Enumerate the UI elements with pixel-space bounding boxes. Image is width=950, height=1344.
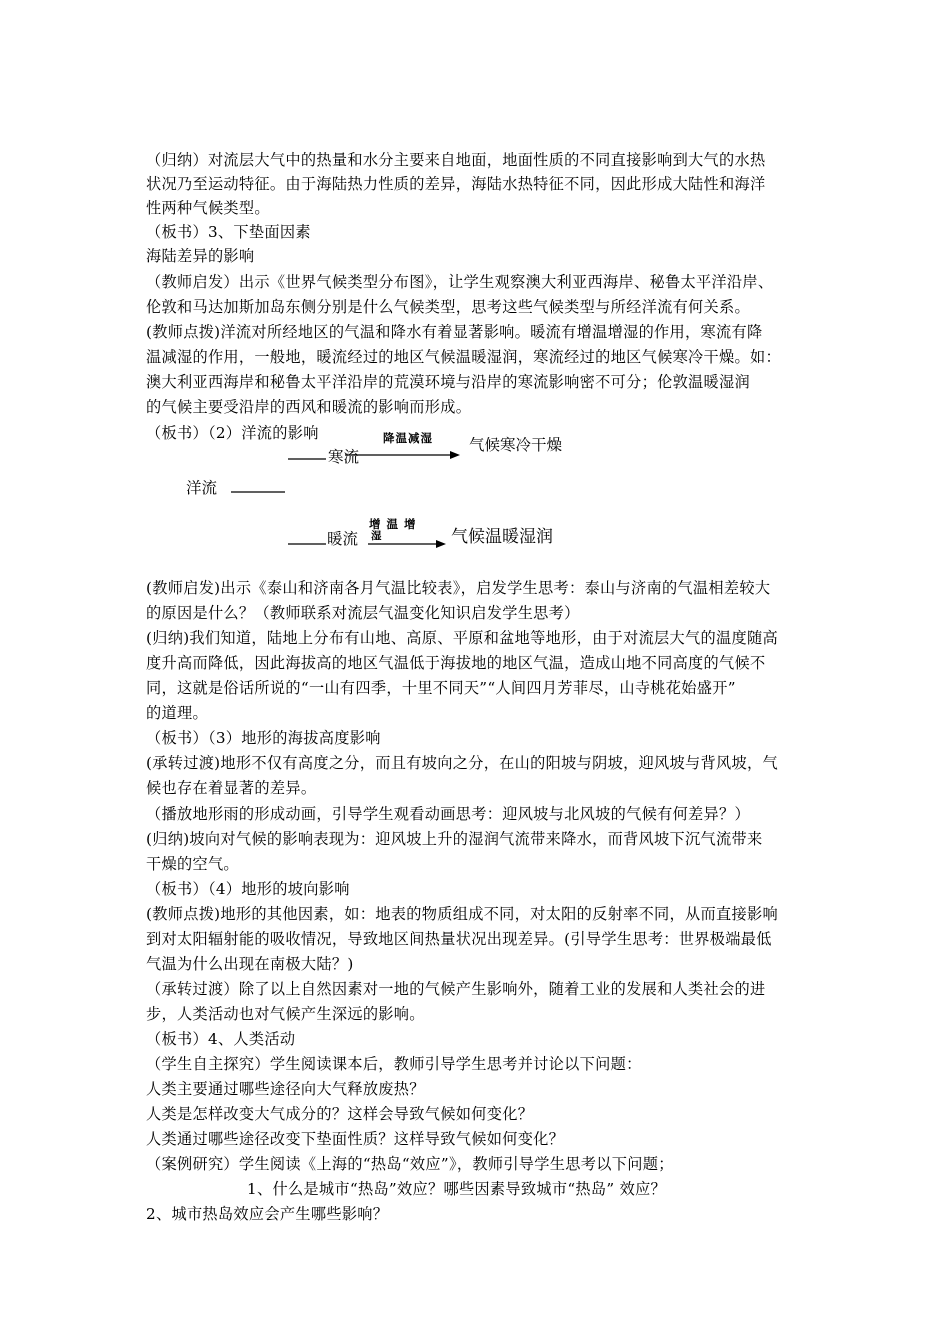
cold-result-label: 气候寒冷干燥 (469, 436, 563, 454)
text-line: （板书）（3）地形的海拔高度影响 (146, 729, 381, 747)
cold-arrow-label: 降温减湿 (383, 431, 433, 445)
text-line: 2、城市热岛效应会产生哪些影响？ (146, 1205, 389, 1223)
text-line: 度升高而降低，因此海拔高的地区气温低于海拔地的地区气温，造成山地不同高度的气候不 (146, 654, 766, 672)
text-line: （承转过渡）除了以上自然因素对一地的气候产生影响外，随着工业的发展和人类社会的进 (146, 980, 766, 998)
warm-arrow-label-bottom: 湿 (371, 530, 382, 542)
text-line: 人类通过哪些途径改变下垫面性质？这样导致气候如何变化？ (146, 1130, 565, 1148)
text-line: （教师启发）出示《世界气候类型分布图》，让学生观察澳大利亚西海岸、秘鲁太平洋沿岸、 (146, 273, 774, 291)
text-line: （板书）（4）地形的坡向影响 (146, 880, 350, 898)
text-line: 气温为什么出现在南极大陆？) (146, 955, 354, 973)
text-line: （案例研究）学生阅读《上海的“热岛“效应”》，教师引导学生思考以下问题； (146, 1155, 674, 1173)
text-line: 的气候主要受沿岸的西风和暖流的影响而形成。 (146, 398, 472, 416)
text-line: 的道理。 (146, 704, 208, 722)
text-line: 干燥的空气。 (146, 855, 239, 873)
text-line: （学生自主探究）学生阅读课本后，教师引导学生思考并讨论以下问题： (146, 1055, 642, 1073)
warm-arrow-label-top: 增 温 增 (369, 517, 417, 531)
text-line: (归纳)坡向对气候的影响表现为：迎风坡上升的湿润气流带来降水，而背风坡下沉气流带来 (146, 830, 763, 848)
text-line: 候也存在着显著的差异。 (146, 779, 317, 797)
text-line: 伦敦和马达加斯加岛东侧分别是什么气候类型，思考这些气候类型与所经洋流有何关系。 (146, 298, 751, 316)
warm-result-label: 气候温暖湿润 (451, 527, 553, 547)
text-line: 到对太阳辐射能的吸收情况，导致地区间热量状况出现差异。(引导学生思考：世界极端最低 (146, 930, 772, 948)
text-line: （播放地形雨的形成动画，引导学生观看动画思考：迎风坡与北风坡的气候有何差异？） (146, 805, 751, 823)
cold-arrow-head (450, 451, 460, 459)
text-line: （板书）4、人类活动 (146, 1030, 296, 1048)
warm-arrow-head (436, 540, 446, 548)
text-line: （归纳）对流层大气中的热量和水分主要来自地面，地面性质的不同直接影响到大气的水热 (146, 151, 766, 169)
text-line: 1、什么是城市“热岛”效应？哪些因素导致城市“热岛” 效应？ (247, 1180, 667, 1198)
text-line: 海陆差异的影响 (146, 247, 255, 265)
text-line: （板书）3、下垫面因素 (146, 223, 311, 241)
text-line: 步，人类活动也对气候产生深远的影响。 (146, 1005, 425, 1023)
warm-current-label: 暖流 (327, 530, 359, 548)
text-line: 人类主要通过哪些途径向大气释放废热？ (146, 1080, 425, 1098)
text-line: (承转过渡)地形不仅有高度之分，而且有坡向之分，在山的阳坡与阴坡，迎风坡与背风坡，气 (146, 754, 778, 772)
text-line: 人类是怎样改变大气成分的？这样会导致气候如何变化？ (146, 1105, 534, 1123)
ocean-current-root-label: 洋流 (186, 479, 218, 497)
text-line: (归纳)我们知道，陆地上分布有山地、高原、平原和盆地等地形，由于对流层大气的温度随高 (146, 629, 778, 647)
text-line: (教师点拨)地形的其他因素，如：地表的物质组成不同，对太阳的反射率不同，从而直接影响 (146, 905, 778, 923)
text-line: (教师点拨)洋流对所经地区的气温和降水有着显著影响。暖流有增温增湿的作用，寒流有降 (146, 323, 763, 341)
text-line: 温减湿的作用，一般地，暖流经过的地区气候温暖湿润，寒流经过的地区气候寒冷干燥。如： (146, 348, 781, 366)
cold-current-label: 寒流 (328, 448, 360, 466)
text-line: 状况乃至运动特征。由于海陆热力性质的差异，海陆水热特征不同，因此形成大陆性和海洋 (146, 175, 766, 193)
text-line: 澳大利亚西海岸和秘鲁太平洋沿岸的荒漠环境与沿岸的寒流影响密不可分；伦敦温暖湿润 (146, 373, 751, 391)
text-line: 性两种气候类型。 (146, 199, 270, 217)
text-line: (教师启发)出示《泰山和济南各月气温比较表》，启发学生思考：泰山与济南的气温相差较大 (146, 579, 771, 597)
text-line: 的原因是什么？（教师联系对流层气温变化知识启发学生思考） (146, 604, 580, 622)
text-line: （板书）（2）洋流的影响 (146, 424, 319, 442)
text-line: 同，这就是俗话所说的“一山有四季，十里不同天”“人间四月芳菲尽，山寺桃花始盛开” (146, 679, 736, 697)
